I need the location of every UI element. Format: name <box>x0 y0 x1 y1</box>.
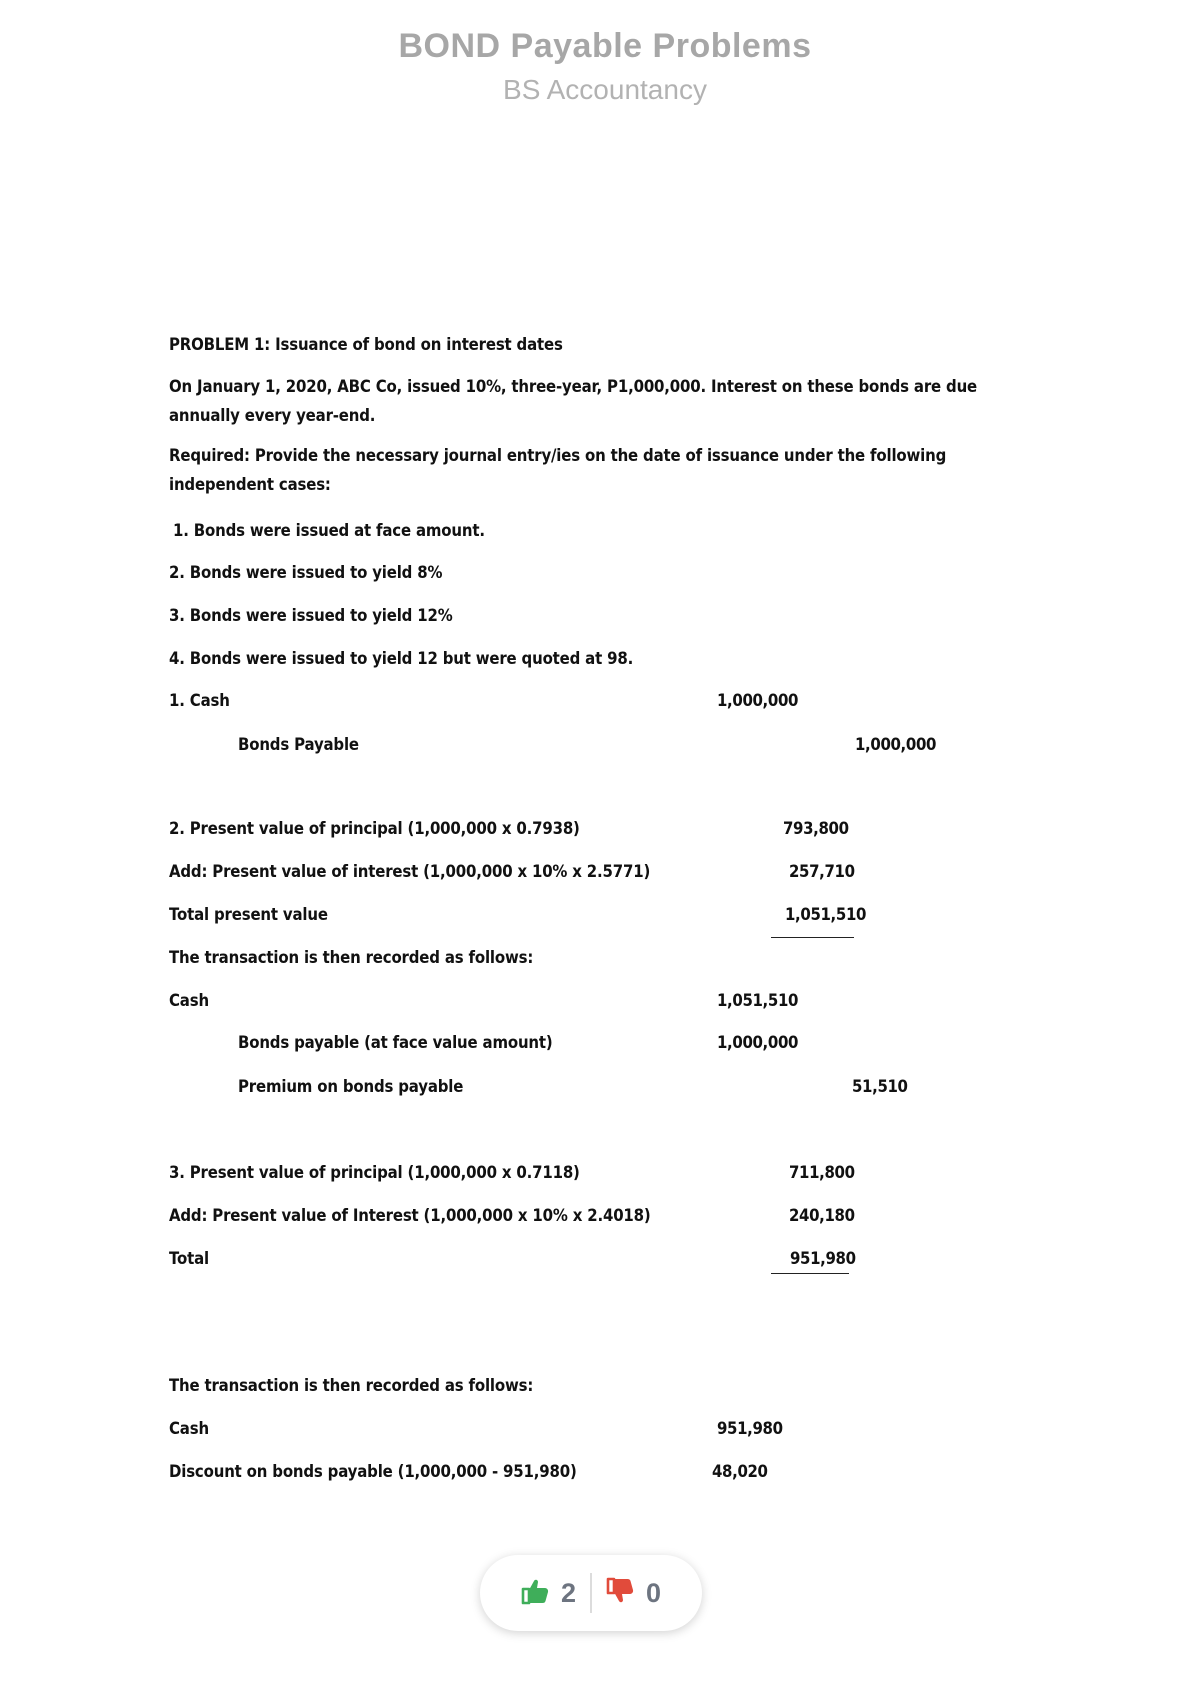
total-underline <box>771 1273 849 1274</box>
downvote-count: 0 <box>646 1577 662 1608</box>
entry-cash-amount: 951,980 <box>717 1419 783 1439</box>
upvote-count: 2 <box>560 1577 576 1608</box>
entry-discount-amount: 48,020 <box>712 1462 768 1482</box>
pv-interest-amount: 240,180 <box>789 1206 855 1226</box>
problem-heading: PROBLEM 1: Issuance of bond on interest dates <box>169 335 563 355</box>
pv-interest-amount: 257,710 <box>789 862 855 882</box>
total-label: Total <box>169 1249 209 1269</box>
thumbs-up-icon <box>521 1577 551 1610</box>
total-pv-label: Total present value <box>169 905 328 925</box>
entry-premium-label: Premium on bonds payable <box>238 1077 464 1097</box>
pv-principal-label: 2. Present value of principal (1,000,000 x 0.7938) <box>169 819 580 839</box>
downvote-button[interactable] <box>592 1577 675 1610</box>
entry-bonds-amount: 1,000,000 <box>717 1033 799 1053</box>
case-item: 3. Bonds were issued to yield 12% <box>169 606 453 626</box>
document-title: BOND Payable Problems <box>398 27 812 65</box>
entry-cash-amount: 1,000,000 <box>717 691 799 711</box>
total-pv-amount: 1,051,510 <box>785 905 867 925</box>
case-item: 1. Bonds were issued at face amount. <box>173 521 485 541</box>
problem-intro: On January 1, 2020, ABC Co, issued 10%, three-year, P1,000,000. Interest on these bonds are due annually every year-end. <box>169 377 978 426</box>
entry-cash-label: Cash <box>169 1419 209 1439</box>
entry-cash-label: Cash <box>169 991 209 1011</box>
entry-cash-amount: 1,051,510 <box>717 991 799 1011</box>
entry-bonds-amount: 1,000,000 <box>855 735 937 755</box>
entry-bonds-label: Bonds Payable <box>238 735 359 755</box>
total-underline <box>771 937 854 938</box>
entry-bonds-label: Bonds payable (at face value amount) <box>238 1033 553 1053</box>
document-subtitle: BS Accountancy <box>503 74 707 105</box>
recorded-label: The transaction is then recorded as follows: <box>169 948 534 968</box>
entry-premium-amount: 51,510 <box>852 1077 908 1097</box>
pv-principal-amount: 793,800 <box>783 819 849 839</box>
problem-required: Required: Provide the necessary journal entry/ies on the date of issuance under the following independent cases: <box>169 446 947 495</box>
pv-interest-label: Add: Present value of interest (1,000,000 x 10% x 2.5771) <box>169 862 651 882</box>
pv-interest-label: Add: Present value of Interest (1,000,000 x 10% x 2.4018) <box>169 1206 651 1226</box>
total-amount: 951,980 <box>790 1249 856 1269</box>
case-item: 4. Bonds were issued to yield 12 but were quoted at 98. <box>169 649 634 669</box>
pv-principal-amount: 711,800 <box>789 1163 855 1183</box>
upvote-button[interactable] <box>507 1577 590 1610</box>
pv-principal-label: 3. Present value of principal (1,000,000 x 0.7118) <box>169 1163 580 1183</box>
entry-discount-label: Discount on bonds payable (1,000,000 - 951,980) <box>169 1462 577 1482</box>
recorded-label: The transaction is then recorded as follows: <box>169 1376 534 1396</box>
entry-cash-label: 1. Cash <box>169 691 230 711</box>
case-item: 2. Bonds were issued to yield 8% <box>169 563 443 583</box>
vote-widget <box>480 1555 702 1631</box>
thumbs-down-icon <box>606 1577 636 1610</box>
